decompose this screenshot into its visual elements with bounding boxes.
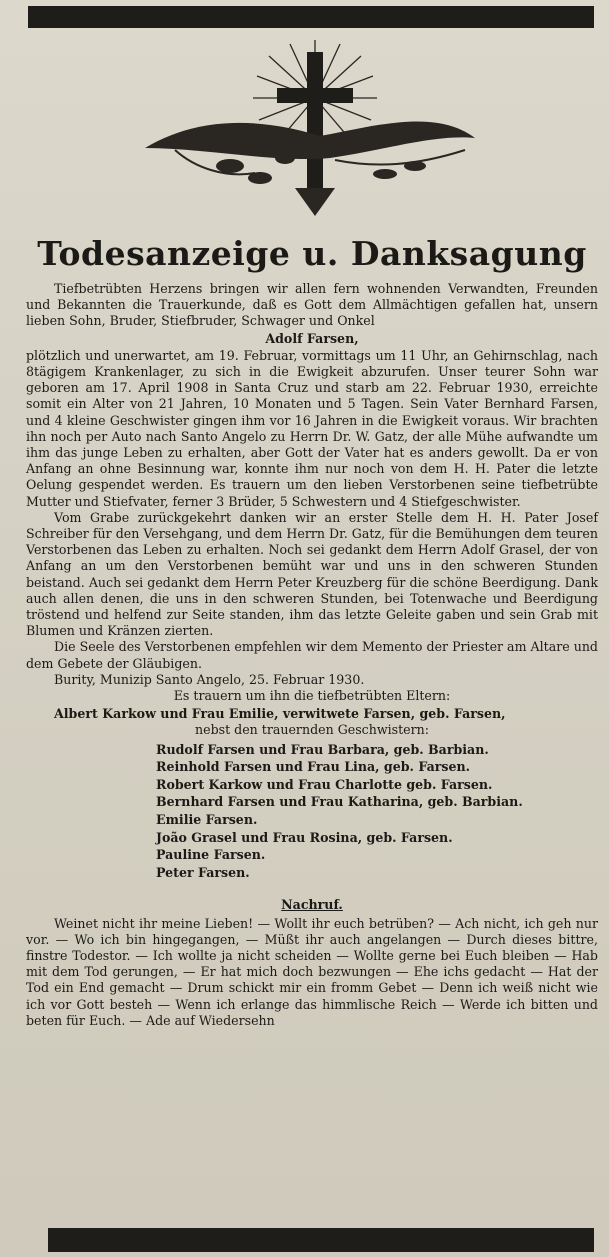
- list-item: Emilie Farsen.: [156, 812, 258, 828]
- list-item: Pauline Farsen.: [156, 847, 266, 863]
- nachruf-heading: Nachruf.: [281, 897, 343, 913]
- list-item: Reinhold Farsen und Frau Lina, geb. Farsen.: [156, 759, 471, 775]
- place-date: Burity, Munizip Santo Angelo, 25. Februar 1930.: [54, 671, 365, 687]
- notice-title: Todesanzeige u. Danksagung: [37, 234, 587, 273]
- list-item: João Grasel und Frau Rosina, geb. Farsen.: [156, 829, 453, 845]
- siblings-intro: nebst den trauernden Geschwistern:: [195, 722, 429, 738]
- list-item: Rudolf Farsen und Frau Barbara, geb. Barbian.: [156, 741, 489, 757]
- bottom-black-border: [48, 1228, 594, 1252]
- soul-paragraph: Die Seele des Verstorbenen empfehlen wir dem Memento der Priester am Altare und dem Gebete der Gläubigen.: [26, 639, 598, 671]
- list-item: Bernhard Farsen und Frau Katharina, geb. Barbian.: [156, 794, 523, 810]
- nachruf-poem: Weinet nicht ihr meine Lieben! — Wollt ihr euch betrüben? — Ach nicht, ich geh nur vor. — Wo ich bin hingegangen, — Müßt ihr auch angelangen — Durch dieses bittre, finstre Todestor. — Ich wollte ja nicht scheiden — Wollte gerne bei Euch bleiben — Hab mit dem Tod gerungen, — Er hat mich doch bezwungen — Ehe ichs gedacht — Hat der Tod ein End gemacht — Drum schickt mir ein fromm Gebet — Denn ich weiß nicht wie ich vor Gott besteh — Wenn ich erlange das himmlische Reich — Werde ich bitten und beten für Euch. — Ade auf Wiedersehn: [26, 915, 598, 1028]
- cross-with-palm-icon: [135, 38, 480, 218]
- deceased-name: Adolf Farsen,: [265, 330, 359, 346]
- parents-line: Albert Karkow und Frau Emilie, verwitwete Farsen, geb. Farsen,: [54, 706, 506, 722]
- intro-paragraph: Tiefbetrübten Herzens bringen wir allen fern wohnenden Verwandten, Freunden und Bekannten die Trauerkunde, daß es Gott dem Allmächtigen gefallen hat, unsern lieben Sohn, Bruder, Stiefbruder, Schwager und Onkel: [26, 281, 598, 329]
- list-item: Peter Farsen.: [156, 864, 250, 880]
- notice-body: [26, 281, 598, 1029]
- thanks-paragraph: Vom Grabe zurückgekehrt danken wir an erster Stelle dem H. H. Pater Josef Schreiber für den Versehgang, und dem Herrn Dr. Gatz, für die Bemühungen dem teuren Verstorbenen das Leben zu erhalten. Noch sei gedankt dem Herrn Adolf Grasel, der von Anfang an um den Verstorbenen bemüht war und uns in den schweren Stunden beistand. Auch sei gedankt dem Herrn Peter Kreuzberg für die schöne Beerdigung. Dank auch allen denen, die uns in den schweren Stunden, bei Totenwache und Beerdigung tröstend und helfend zur Seite standen, ihm das letzte Geleite gaben und sein Grab mit Blumen und Kränzen zierten.: [26, 509, 598, 639]
- death-paragraph: plötzlich und unerwartet, am 19. Februar, vormittags um 11 Uhr, an Gehirnschlag, nach 8tägigem Krankenlager, zu sich in die Ewigkeit abzurufen. Unser teurer Sohn war geboren am 17. April 1908 in Santa Cruz und starb am 22. Februar 1930, erreichte somit ein Alter von 21 Jahren, 10 Monaten und 5 Tagen. Sein Vater Bernhard Farsen, und 4 kleine Geschwister gingen ihm vor 16 Jahren in die Ewigkeit voraus. Wir brachten ihn noch per Auto nach Santo Angelo zu Herrn Dr. W. Gatz, der alle Mühe aufwandte um ihm das junge Leben zu erhalten, aber Gott der Vater hat es anders gewollt. Da er von Anfang an ohne Besinnung war, konnte ihm nur noch von dem H. H. Pater die letzte Oelung gespendet werden. Es trauern um den lieben Verstorbenen seine tiefbetrübte Mutter und Stiefvater, ferner 3 Brüder, 5 Schwestern und 4 Stiefgeschwister.: [26, 347, 598, 509]
- mourners-intro: Es trauern um ihn die tiefbetrübten Eltern:: [173, 688, 451, 704]
- list-item: Robert Karkow und Frau Charlotte geb. Farsen.: [156, 776, 493, 792]
- siblings-list: [26, 741, 598, 882]
- top-black-border: [28, 6, 594, 28]
